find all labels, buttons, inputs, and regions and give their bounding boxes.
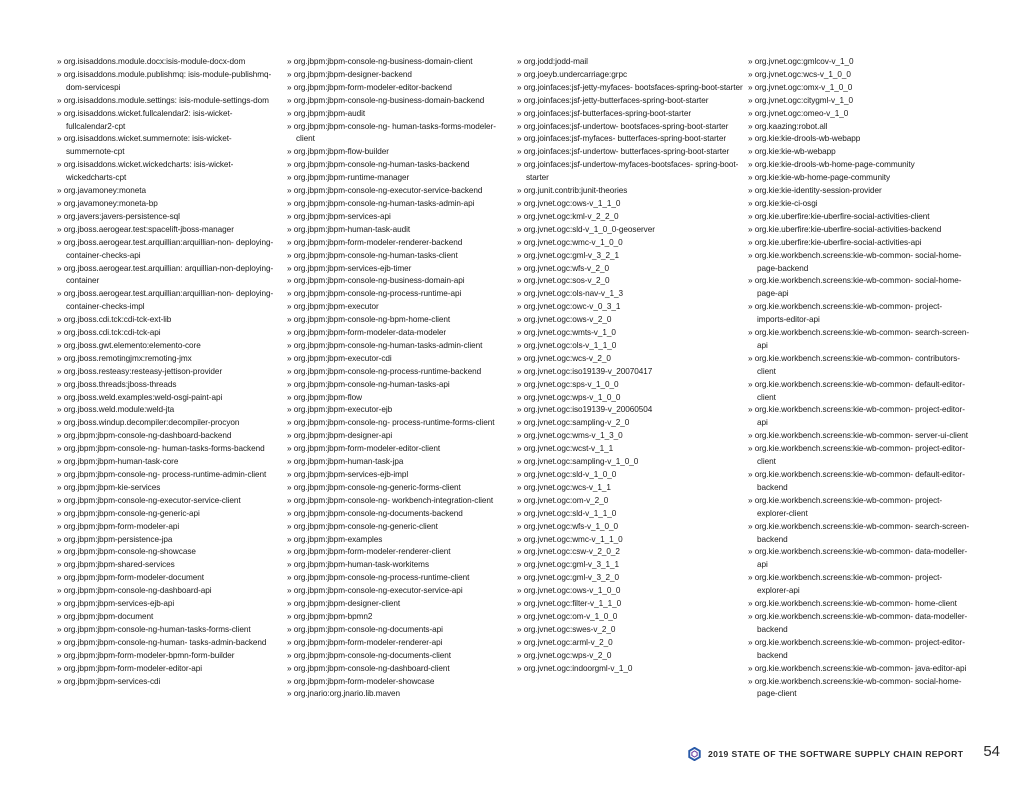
package-list-item: » org.jvnet.ogc:kml-v_2_2_0: [517, 211, 743, 224]
package-list-item: » org.jbpm:jbpm-console-ng-dashboard-client: [287, 663, 509, 676]
package-list-item: » org.kie.uberfire:kie-uberfire-social-activities-api: [748, 237, 970, 250]
package-list-item: » org.jvnet.ogc:ols-v_1_1_0: [517, 340, 743, 353]
package-list-item: » org.isisaddons.wicket.summernote: isis-wicket-summernote-cpt: [57, 133, 279, 159]
package-list-item: » org.jbpm:jbpm-console-ng-dashboard-backend: [57, 430, 279, 443]
package-list-item: » org.jbpm:jbpm-console-ng- process-runtime-forms-client: [287, 417, 509, 430]
package-list-item: » org.jbpm:jbpm-console-ng-human-tasks-api: [287, 379, 509, 392]
package-list-item: » org.jbpm:jbpm-form-modeler-renderer-api: [287, 637, 509, 650]
package-list-item: » org.jbpm:jbpm-console-ng-dashboard-api: [57, 585, 279, 598]
package-list-item: » org.kie.workbench.screens:kie-wb-common- data-modeller-api: [748, 546, 970, 572]
package-list-item: » org.isisaddons.wicket.wickedcharts: isis-wicket-wickedcharts-cpt: [57, 159, 279, 185]
package-list-item: » org.kie.uberfire:kie-uberfire-social-activities-backend: [748, 224, 970, 237]
package-list-item: » org.jvnet.ogc:om-v_1_0_0: [517, 611, 743, 624]
package-list-item: » org.jbpm:jbpm-console-ng-documents-client: [287, 650, 509, 663]
package-list-item: » org.jbpm:jbpm-audit: [287, 108, 509, 121]
package-list-item: » org.jbpm:jbpm-services-ejb-timer: [287, 263, 509, 276]
package-list-item: » org.joinfaces:jsf-butterfaces-spring-boot-starter: [517, 108, 743, 121]
package-list-item: » org.jvnet.ogc:wps-v_1_0_0: [517, 392, 743, 405]
package-list-item: » org.jbpm:jbpm-runtime-manager: [287, 172, 509, 185]
package-list-3: [517, 56, 743, 676]
package-list-item: » org.jbpm:jbpm-kie-services: [57, 482, 279, 495]
package-list-item: » org.jboss.resteasy:resteasy-jettison-provider: [57, 366, 279, 379]
package-list-item: » org.kie.workbench.screens:kie-wb-common- project-editor-backend: [748, 637, 970, 663]
package-list-item: » org.kie.workbench.screens:kie-wb-common- social-home-page-api: [748, 275, 970, 301]
hexagon-logo-icon: [688, 747, 701, 761]
package-list-item: » org.jbpm:jbpm-services-cdi: [57, 676, 279, 689]
package-list-item: » org.isisaddons.module.docx:isis-module-docx-dom: [57, 56, 279, 69]
package-list-item: » org.kie:kie-wb-webapp: [748, 146, 970, 159]
package-list-item: » org.kie:kie-drools-wb-webapp: [748, 133, 970, 146]
package-list-item: » org.jbpm:jbpm-form-modeler-data-modeler: [287, 327, 509, 340]
package-list-item: » org.jboss.weld.module:weld-jta: [57, 404, 279, 417]
package-list-item: » org.jvnet.ogc:wfs-v_2_0: [517, 263, 743, 276]
package-list-item: » org.kie.uberfire:kie-uberfire-social-activities-client: [748, 211, 970, 224]
package-list-item: » org.jbpm:jbpm-console-ng-human-tasks-admin-client: [287, 340, 509, 353]
package-list-item: » org.jvnet.ogc:wcst-v_1_1: [517, 443, 743, 456]
package-list-item: » org.joinfaces:jsf-jetty-butterfaces-spring-boot-starter: [517, 95, 743, 108]
package-list-4: [748, 56, 970, 701]
package-list-item: » org.jvnet.ogc:ows-v_1_1_0: [517, 198, 743, 211]
package-list-item: » org.jbpm:jbpm-flow-builder: [287, 146, 509, 159]
package-list-item: » org.jvnet.ogc:swes-v_2_0: [517, 624, 743, 637]
package-list-item: » org.joinfaces:jsf-myfaces- butterfaces-spring-boot-starter: [517, 133, 743, 146]
package-list-item: » org.kie.workbench.screens:kie-wb-common- java-editor-api: [748, 663, 970, 676]
package-list-item: » org.jvnet.ogc:indoorgml-v_1_0: [517, 663, 743, 676]
package-list-item: » org.jboss.aerogear.test.arquillian: arquillian-non-deploying-container: [57, 263, 279, 289]
package-list-item: » org.jbpm:jbpm-console-ng- workbench-integration-client: [287, 495, 509, 508]
package-list-item: » org.kie.workbench.screens:kie-wb-common- project-editor-client: [748, 443, 970, 469]
package-list-item: » org.jboss.gwt.elemento:elemento-core: [57, 340, 279, 353]
package-list-item: » org.isisaddons.module.publishmq: isis-module-publishmq-dom-servicespi: [57, 69, 279, 95]
package-list-item: » org.jboss.threads:jboss-threads: [57, 379, 279, 392]
package-list-item: » org.jbpm:jbpm-console-ng-documents-api: [287, 624, 509, 637]
package-list-item: » org.jbpm:jbpm-console-ng-executor-service-client: [57, 495, 279, 508]
package-list-item: » org.jodd:jodd-mail: [517, 56, 743, 69]
package-list-item: » org.jbpm:jbpm-persistence-jpa: [57, 534, 279, 547]
package-list-item: » org.isisaddons.wicket.fullcalendar2: isis-wicket-fullcalendar2-cpt: [57, 108, 279, 134]
package-list-item: » org.jbpm:jbpm-console-ng-process-runtime-backend: [287, 366, 509, 379]
package-list-item: » org.jvnet.ogc:sps-v_1_0_0: [517, 379, 743, 392]
page-footer: [688, 744, 1000, 764]
package-column-2: [287, 56, 509, 701]
package-list-2: [287, 56, 509, 701]
package-list-item: » org.jbpm:jbpm-console-ng-human-tasks-forms-client: [57, 624, 279, 637]
package-list-item: » org.jvnet.ogc:wps-v_2_0: [517, 650, 743, 663]
package-list-item: » org.jvnet.ogc:sld-v_1_1_0: [517, 508, 743, 521]
package-list-item: » org.jbpm:jbpm-human-task-workitems: [287, 559, 509, 572]
package-list-item: » org.javers:javers-persistence-sql: [57, 211, 279, 224]
package-list-1: [57, 56, 279, 688]
package-list-item: » org.kie.workbench.screens:kie-wb-common- social-home-page-client: [748, 676, 970, 702]
package-list-item: » org.kie.workbench.screens:kie-wb-common- search-screen-backend: [748, 521, 970, 547]
package-list-item: » org.jbpm:jbpm-console-ng-showcase: [57, 546, 279, 559]
package-list-item: » org.kie:kie-wb-home-page-community: [748, 172, 970, 185]
package-list-item: » org.kie.workbench.screens:kie-wb-common- social-home-page-backend: [748, 250, 970, 276]
package-list-item: » org.jbpm:jbpm-form-modeler-renderer-client: [287, 546, 509, 559]
package-list-item: » org.jbpm:jbpm-human-task-core: [57, 456, 279, 469]
package-list-item: » org.kie.workbench.screens:kie-wb-common- server-ui-client: [748, 430, 970, 443]
package-list-item: » org.jvnet.ogc:sampling-v_2_0: [517, 417, 743, 430]
package-list-item: » org.jbpm:jbpm-services-ejb-api: [57, 598, 279, 611]
package-list-item: » org.jbpm:jbpm-examples: [287, 534, 509, 547]
package-list-item: » org.jvnet.ogc:gml-v_3_2_0: [517, 572, 743, 585]
package-list-item: » org.jbpm:jbpm-console-ng-business-domain-api: [287, 275, 509, 288]
package-column-1: [57, 56, 279, 688]
package-list-item: » org.jbpm:jbpm-console-ng-generic-client: [287, 521, 509, 534]
package-list-item: » org.jvnet.ogc:ols-nav-v_1_3: [517, 288, 743, 301]
package-list-item: » org.kie.workbench.screens:kie-wb-common- default-editor-backend: [748, 469, 970, 495]
package-list-item: » org.jbpm:jbpm-designer-api: [287, 430, 509, 443]
package-list-item: » org.jvnet.ogc:wcs-v_2_0: [517, 353, 743, 366]
package-list-item: » org.javamoney:moneta-bp: [57, 198, 279, 211]
package-list-item: » org.jvnet.ogc:wfs-v_1_0_0: [517, 521, 743, 534]
package-list-item: » org.jbpm:jbpm-console-ng- human-tasks-forms-backend: [57, 443, 279, 456]
package-list-item: » org.jvnet.ogc:gml-v_3_1_1: [517, 559, 743, 572]
package-list-item: » org.kie:kie-drools-wb-home-page-community: [748, 159, 970, 172]
package-list-item: » org.jvnet.ogc:gmlcov-v_1_0: [748, 56, 970, 69]
package-list-item: » org.jbpm:jbpm-form-modeler-editor-api: [57, 663, 279, 676]
package-list-item: » org.jbpm:jbpm-form-modeler-bpmn-form-builder: [57, 650, 279, 663]
package-list-item: » org.jvnet.ogc:wmc-v_1_1_0: [517, 534, 743, 547]
package-list-item: » org.javamoney:moneta: [57, 185, 279, 198]
package-list-item: » org.jbpm:jbpm-executor: [287, 301, 509, 314]
package-column-3: [517, 56, 743, 676]
package-list-item: » org.jbpm:jbpm-console-ng-business-domain-client: [287, 56, 509, 69]
package-list-item: » org.jvnet.ogc:wmts-v_1_0: [517, 327, 743, 340]
package-list-item: » org.kie.workbench.screens:kie-wb-common- project-explorer-api: [748, 572, 970, 598]
package-list-item: » org.jboss.aerogear.test.arquillian:arquillian-non- deploying-container-checks-api: [57, 237, 279, 263]
package-list-item: » org.kie.workbench.screens:kie-wb-common- search-screen-api: [748, 327, 970, 353]
package-list-item: » org.joeyb.undercarriage:grpc: [517, 69, 743, 82]
package-list-item: » org.jbpm:jbpm-bpmn2: [287, 611, 509, 624]
package-list-item: » org.jbpm:jbpm-shared-services: [57, 559, 279, 572]
package-list-item: » org.jvnet.ogc:sos-v_2_0: [517, 275, 743, 288]
package-list-item: » org.jvnet.ogc:iso19139-v_20070417: [517, 366, 743, 379]
package-list-item: » org.jnario:org.jnario.lib.maven: [287, 688, 509, 701]
package-list-item: » org.jbpm:jbpm-console-ng-bpm-home-client: [287, 314, 509, 327]
package-list-item: » org.jvnet.ogc:arml-v_2_0: [517, 637, 743, 650]
package-list-item: » org.joinfaces:jsf-undertow-myfaces-bootsfaces- spring-boot-starter: [517, 159, 743, 185]
package-list-item: » org.jbpm:jbpm-designer-backend: [287, 69, 509, 82]
package-list-item: » org.jvnet.ogc:owc-v_0_3_1: [517, 301, 743, 314]
package-list-item: » org.jbpm:jbpm-console-ng-process-runtime-api: [287, 288, 509, 301]
package-list-item: » org.kie.workbench.screens:kie-wb-common- contributors-client: [748, 353, 970, 379]
package-list-item: » org.jbpm:jbpm-console-ng-executor-service-api: [287, 585, 509, 598]
package-list-item: » org.jvnet.ogc:gml-v_3_2_1: [517, 250, 743, 263]
page-number: 54: [983, 743, 1000, 760]
package-list-item: » org.jvnet.ogc:wms-v_1_3_0: [517, 430, 743, 443]
package-list-item: » org.jbpm:jbpm-console-ng-human- tasks-admin-backend: [57, 637, 279, 650]
package-list-item: » org.kie.workbench.screens:kie-wb-common- project-explorer-client: [748, 495, 970, 521]
package-list-item: » org.jboss.aerogear.test:spacelift-jboss-manager: [57, 224, 279, 237]
package-list-item: » org.kie.workbench.screens:kie-wb-common- home-client: [748, 598, 970, 611]
package-list-item: » org.isisaddons.module.settings: isis-module-settings-dom: [57, 95, 279, 108]
package-list-item: » org.jboss.weld.examples:weld-osgi-paint-api: [57, 392, 279, 405]
package-list-item: » org.jbpm:jbpm-form-modeler-renderer-backend: [287, 237, 509, 250]
package-list-item: » org.jbpm:jbpm-console-ng- human-tasks-forms-modeler-client: [287, 121, 509, 147]
package-list-item: » org.jbpm:jbpm-executor-cdi: [287, 353, 509, 366]
package-list-item: » org.jbpm:jbpm-console-ng-business-domain-backend: [287, 95, 509, 108]
package-list-item: » org.jbpm:jbpm-console-ng-human-tasks-admin-api: [287, 198, 509, 211]
package-list-item: » org.jbpm:jbpm-human-task-jpa: [287, 456, 509, 469]
package-list-item: » org.jboss.windup.decompiler:decompiler-procyon: [57, 417, 279, 430]
package-list-item: » org.jbpm:jbpm-designer-client: [287, 598, 509, 611]
package-list-item: » org.jbpm:jbpm-document: [57, 611, 279, 624]
package-list-item: » org.jbpm:jbpm-console-ng-generic-forms-client: [287, 482, 509, 495]
package-list-item: » org.kie.workbench.screens:kie-wb-common- default-editor-client: [748, 379, 970, 405]
package-column-4: [748, 56, 970, 701]
package-list-item: » org.jbpm:jbpm-console-ng-documents-backend: [287, 508, 509, 521]
package-list-item: » org.jvnet.ogc:ows-v_1_0_0: [517, 585, 743, 598]
package-list-item: » org.jvnet.ogc:wmc-v_1_0_0: [517, 237, 743, 250]
package-list-item: » org.kaazing:robot.all: [748, 121, 970, 134]
package-list-item: » org.jbpm:jbpm-form-modeler-document: [57, 572, 279, 585]
package-list-item: » org.jvnet.ogc:wcs-v_1_0_0: [748, 69, 970, 82]
package-list-item: » org.kie.workbench.screens:kie-wb-common- data-modeller-backend: [748, 611, 970, 637]
package-list-item: » org.jvnet.ogc:sld-v_1_0_0-geoserver: [517, 224, 743, 237]
package-list-item: » org.jbpm:jbpm-flow: [287, 392, 509, 405]
package-list-item: » org.jvnet.ogc:omx-v_1_0_0: [748, 82, 970, 95]
package-list-item: » org.jbpm:jbpm-console-ng- process-runtime-admin-client: [57, 469, 279, 482]
package-list-item: » org.kie.workbench.screens:kie-wb-common- project-imports-editor-api: [748, 301, 970, 327]
package-list-item: » org.jbpm:jbpm-console-ng-human-tasks-client: [287, 250, 509, 263]
package-list-item: » org.jbpm:jbpm-console-ng-human-tasks-backend: [287, 159, 509, 172]
package-list-item: » org.jvnet.ogc:citygml-v_1_0: [748, 95, 970, 108]
package-list-item: » org.jvnet.ogc:wcs-v_1_1: [517, 482, 743, 495]
package-list-item: » org.jbpm:jbpm-console-ng-process-runtime-client: [287, 572, 509, 585]
package-list-item: » org.jvnet.ogc:iso19139-v_20060504: [517, 404, 743, 417]
package-list-item: » org.jboss.cdi.tck:cdi-tck-ext-lib: [57, 314, 279, 327]
package-list-item: » org.jvnet.ogc:sld-v_1_0_0: [517, 469, 743, 482]
package-list-item: » org.jbpm:jbpm-form-modeler-editor-client: [287, 443, 509, 456]
package-list-item: » org.jvnet.ogc:filter-v_1_1_0: [517, 598, 743, 611]
package-list-item: » org.jbpm:jbpm-console-ng-executor-service-backend: [287, 185, 509, 198]
package-list-item: » org.jvnet.ogc:om-v_2_0: [517, 495, 743, 508]
package-list-item: » org.jbpm:jbpm-console-ng-generic-api: [57, 508, 279, 521]
package-list-item: » org.jbpm:jbpm-executor-ejb: [287, 404, 509, 417]
package-list-item: » org.kie.workbench.screens:kie-wb-common- project-editor-api: [748, 404, 970, 430]
package-list-item: » org.jvnet.ogc:omeo-v_1_0: [748, 108, 970, 121]
report-title: 2019 STATE OF THE SOFTWARE SUPPLY CHAIN REPORT: [708, 749, 964, 759]
package-list-item: » org.kie:kie-ci-osgi: [748, 198, 970, 211]
package-list-item: » org.jboss.aerogear.test.arquillian:arquillian-non- deploying-container-checks-impl: [57, 288, 279, 314]
package-list-item: » org.joinfaces:jsf-jetty-myfaces- bootsfaces-spring-boot-starter: [517, 82, 743, 95]
package-list-item: » org.jbpm:jbpm-form-modeler-editor-backend: [287, 82, 509, 95]
package-list-item: » org.junit.contrib:junit-theories: [517, 185, 743, 198]
package-list-item: » org.jboss.remotingjmx:remoting-jmx: [57, 353, 279, 366]
package-list-item: » org.jbpm:jbpm-human-task-audit: [287, 224, 509, 237]
package-list-item: » org.jboss.cdi.tck:cdi-tck-api: [57, 327, 279, 340]
package-list-item: » org.jvnet.ogc:sampling-v_1_0_0: [517, 456, 743, 469]
package-list-item: » org.joinfaces:jsf-undertow- bootsfaces-spring-boot-starter: [517, 121, 743, 134]
package-list-item: » org.jvnet.ogc:ows-v_2_0: [517, 314, 743, 327]
package-list-item: » org.jbpm:jbpm-services-api: [287, 211, 509, 224]
package-list-item: » org.jbpm:jbpm-form-modeler-showcase: [287, 676, 509, 689]
package-list-item: » org.kie:kie-identity-session-provider: [748, 185, 970, 198]
package-list-item: » org.jvnet.ogc:csw-v_2_0_2: [517, 546, 743, 559]
package-list-item: » org.jbpm:jbpm-form-modeler-api: [57, 521, 279, 534]
package-list-item: » org.joinfaces:jsf-undertow- butterfaces-spring-boot-starter: [517, 146, 743, 159]
package-list-item: » org.jbpm:jbpm-services-ejb-impl: [287, 469, 509, 482]
